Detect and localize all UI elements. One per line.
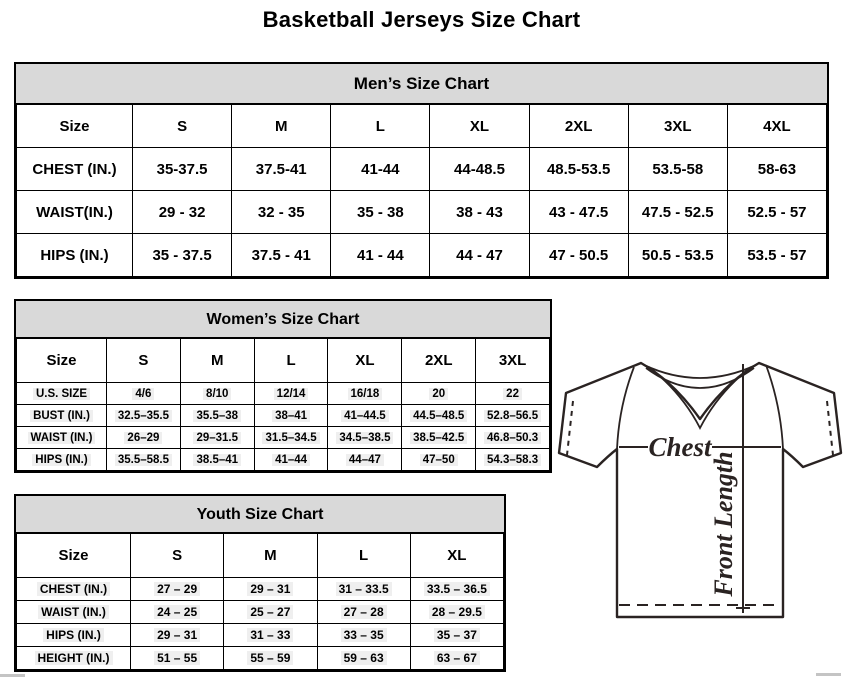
size-value: 53.5-58 [652, 160, 704, 178]
size-value: 28 – 29.5 [429, 605, 485, 619]
value-cell [476, 427, 550, 449]
value-cell [232, 191, 331, 234]
measurement-label: HEIGHT (IN.) [35, 651, 113, 665]
size-value: 33.5 – 36.5 [424, 582, 490, 596]
right-armhole-seam [766, 365, 783, 449]
size-value: 41 - 44 [357, 246, 404, 264]
size-header-row [17, 339, 550, 383]
size-value: 52.8–56.5 [484, 410, 541, 422]
row-label-cell [17, 148, 133, 191]
size-column-header: XL [410, 534, 503, 578]
value-cell [317, 624, 410, 647]
table-row [17, 449, 550, 471]
youth-table-title: Youth Size Chart [16, 496, 504, 533]
value-cell [133, 234, 232, 277]
size-value: 47–50 [420, 454, 458, 466]
chest-measure-label: Chest [648, 432, 712, 462]
size-header-row [17, 534, 504, 578]
table-row [17, 624, 504, 647]
value-cell [107, 383, 181, 405]
size-value: 29 – 31 [247, 582, 293, 596]
value-cell [107, 449, 181, 471]
table-row [17, 234, 827, 277]
size-value: 38 - 43 [456, 203, 503, 221]
size-column-header: M [180, 339, 254, 383]
row-label-header: Size [17, 339, 107, 383]
value-cell [131, 601, 224, 624]
value-cell [331, 148, 430, 191]
size-value: 58-63 [757, 160, 797, 178]
measurement-label: HIPS (IN.) [40, 246, 109, 264]
table-row [17, 148, 827, 191]
size-value: 44-48.5 [454, 160, 505, 178]
size-column-header: 3XL [476, 339, 550, 383]
value-cell [529, 148, 628, 191]
size-value: 44 - 47 [456, 246, 503, 264]
womens-size-chart [14, 299, 552, 473]
size-value: 46.8–50.3 [484, 432, 541, 444]
measurement-label: CHEST (IN.) [32, 160, 117, 178]
size-value: 52.5 - 57 [747, 203, 807, 221]
value-cell [529, 191, 628, 234]
size-value: 47.5 - 52.5 [641, 203, 714, 221]
size-column-header: XL [430, 105, 529, 148]
value-cell [131, 647, 224, 670]
row-label-header: Size [17, 105, 133, 148]
value-cell [254, 383, 328, 405]
value-cell [224, 624, 317, 647]
value-cell [224, 647, 317, 670]
value-cell [224, 578, 317, 601]
size-value: 44.5–48.5 [410, 410, 467, 422]
youth-size-table [16, 533, 504, 670]
size-value: 43 - 47.5 [549, 203, 609, 221]
table-row [17, 578, 504, 601]
mens-table-title: Men’s Size Chart [16, 64, 827, 104]
size-value: 37.5 - 41 [251, 246, 311, 264]
size-value: 31 – 33.5 [336, 582, 392, 596]
value-cell [254, 449, 328, 471]
value-cell [331, 191, 430, 234]
value-cell [254, 427, 328, 449]
value-cell [328, 405, 402, 427]
value-cell [180, 405, 254, 427]
table-row [17, 601, 504, 624]
value-cell [402, 405, 476, 427]
value-cell [476, 449, 550, 471]
size-column-header: 2XL [402, 339, 476, 383]
value-cell [727, 148, 826, 191]
womens-size-table [16, 338, 550, 471]
value-cell [328, 449, 402, 471]
size-value: 35 - 37.5 [152, 246, 212, 264]
size-value: 12/14 [274, 388, 309, 400]
row-label-cell [17, 234, 133, 277]
size-value: 54.3–58.3 [484, 454, 541, 466]
size-column-header: M [232, 105, 331, 148]
size-value: 35.5–38 [193, 410, 241, 422]
value-cell [727, 234, 826, 277]
size-column-header: S [133, 105, 232, 148]
size-value: 35.5–58.5 [115, 454, 172, 466]
size-column-header: 3XL [628, 105, 727, 148]
size-value: 37.5-41 [255, 160, 307, 178]
row-label-cell [17, 427, 107, 449]
row-label-cell [17, 601, 131, 624]
size-value: 38.5–42.5 [410, 432, 467, 444]
value-cell [180, 449, 254, 471]
measurement-label: BUST (IN.) [30, 410, 93, 422]
size-column-header: L [331, 105, 430, 148]
value-cell [232, 234, 331, 277]
value-cell [402, 383, 476, 405]
row-label-cell [17, 624, 131, 647]
value-cell [476, 383, 550, 405]
measurement-label: HIPS (IN.) [32, 454, 90, 466]
measurement-label: WAIST (IN.) [28, 432, 96, 444]
size-column-header: S [131, 534, 224, 578]
value-cell [430, 148, 529, 191]
row-label-cell [17, 405, 107, 427]
value-cell [107, 405, 181, 427]
size-value: 4/6 [132, 388, 154, 400]
measurement-label: CHEST (IN.) [37, 582, 110, 596]
value-cell [402, 427, 476, 449]
size-value: 20 [429, 388, 448, 400]
size-value: 53.5 - 57 [747, 246, 807, 264]
value-cell [628, 148, 727, 191]
size-value: 8/10 [203, 388, 231, 400]
size-value: 31.5–34.5 [262, 432, 319, 444]
value-cell [529, 234, 628, 277]
value-cell [131, 624, 224, 647]
size-value: 41-44 [361, 160, 400, 178]
size-value: 29 – 31 [154, 628, 200, 642]
value-cell [410, 601, 503, 624]
size-value: 44–47 [346, 454, 384, 466]
table-row [17, 405, 550, 427]
value-cell [628, 191, 727, 234]
value-cell [727, 191, 826, 234]
size-value: 27 – 29 [154, 582, 200, 596]
table-row [17, 647, 504, 670]
value-cell [328, 383, 402, 405]
size-value: 26–29 [124, 432, 162, 444]
row-label-cell [17, 578, 131, 601]
value-cell [317, 601, 410, 624]
scrollbar-fragment-right [816, 673, 841, 676]
size-value: 31 – 33 [247, 628, 293, 642]
value-cell [180, 383, 254, 405]
table-row [17, 427, 550, 449]
value-cell [402, 449, 476, 471]
size-value: 22 [503, 388, 522, 400]
value-cell [224, 601, 317, 624]
size-value: 34.5–38.5 [336, 432, 393, 444]
value-cell [254, 405, 328, 427]
value-cell [133, 191, 232, 234]
size-value: 38–41 [272, 410, 310, 422]
value-cell [317, 578, 410, 601]
size-column-header: M [224, 534, 317, 578]
row-label-cell [17, 647, 131, 670]
row-label-header: Size [17, 534, 131, 578]
size-column-header: XL [328, 339, 402, 383]
value-cell [628, 234, 727, 277]
scrollbar-fragment-left [0, 674, 25, 677]
size-value: 32.5–35.5 [115, 410, 172, 422]
right-cuff-dashed-line [827, 401, 833, 455]
size-column-header: 2XL [529, 105, 628, 148]
size-value: 41–44.5 [341, 410, 389, 422]
size-value: 33 – 35 [341, 628, 387, 642]
size-value: 38.5–41 [193, 454, 241, 466]
table-row [17, 383, 550, 405]
size-value: 47 - 50.5 [549, 246, 609, 264]
value-cell [107, 427, 181, 449]
jersey-diagram [556, 356, 843, 633]
size-value: 48.5-53.5 [546, 160, 611, 178]
size-value: 25 – 27 [247, 605, 293, 619]
value-cell [232, 148, 331, 191]
value-cell [476, 405, 550, 427]
value-cell [410, 647, 503, 670]
size-value: 41–44 [272, 454, 310, 466]
value-cell [131, 578, 224, 601]
size-value: 35-37.5 [156, 160, 208, 178]
mens-size-chart [14, 62, 829, 279]
left-armhole-seam [617, 367, 634, 449]
value-cell [430, 191, 529, 234]
size-value: 16/18 [348, 388, 383, 400]
size-column-header: 4XL [727, 105, 826, 148]
measurement-label: WAIST (IN.) [38, 605, 109, 619]
size-column-header: S [107, 339, 181, 383]
size-value: 55 – 59 [247, 651, 293, 665]
value-cell [317, 647, 410, 670]
size-column-header: L [254, 339, 328, 383]
table-row [17, 191, 827, 234]
size-value: 35 - 38 [357, 203, 404, 221]
youth-size-chart [14, 494, 506, 672]
value-cell [328, 427, 402, 449]
size-column-header: L [317, 534, 410, 578]
size-value: 32 - 35 [257, 203, 305, 221]
size-value: 29 - 32 [158, 203, 206, 221]
size-value: 51 – 55 [154, 651, 200, 665]
size-value: 35 – 37 [434, 628, 480, 642]
value-cell [410, 578, 503, 601]
value-cell [430, 234, 529, 277]
measurement-label: U.S. SIZE [33, 388, 90, 400]
value-cell [410, 624, 503, 647]
value-cell [180, 427, 254, 449]
size-value: 63 – 67 [434, 651, 480, 665]
row-label-cell [17, 191, 133, 234]
size-value: 24 – 25 [154, 605, 200, 619]
mens-size-table [16, 104, 827, 277]
measurement-label: WAIST(IN.) [36, 203, 113, 221]
size-value: 50.5 - 53.5 [641, 246, 714, 264]
size-value: 27 – 28 [341, 605, 387, 619]
size-value: 29–31.5 [193, 432, 241, 444]
value-cell [133, 148, 232, 191]
front-length-measure-label: Front Length [709, 451, 738, 597]
womens-table-title: Women’s Size Chart [16, 301, 550, 338]
value-cell [331, 234, 430, 277]
size-value: 59 – 63 [341, 651, 387, 665]
page-title: Basketball Jerseys Size Chart [262, 7, 581, 32]
measurement-label: HIPS (IN.) [43, 628, 104, 642]
size-header-row [17, 105, 827, 148]
row-label-cell [17, 449, 107, 471]
row-label-cell [17, 383, 107, 405]
left-cuff-dashed-line [567, 401, 573, 455]
jersey-outline [559, 363, 841, 617]
